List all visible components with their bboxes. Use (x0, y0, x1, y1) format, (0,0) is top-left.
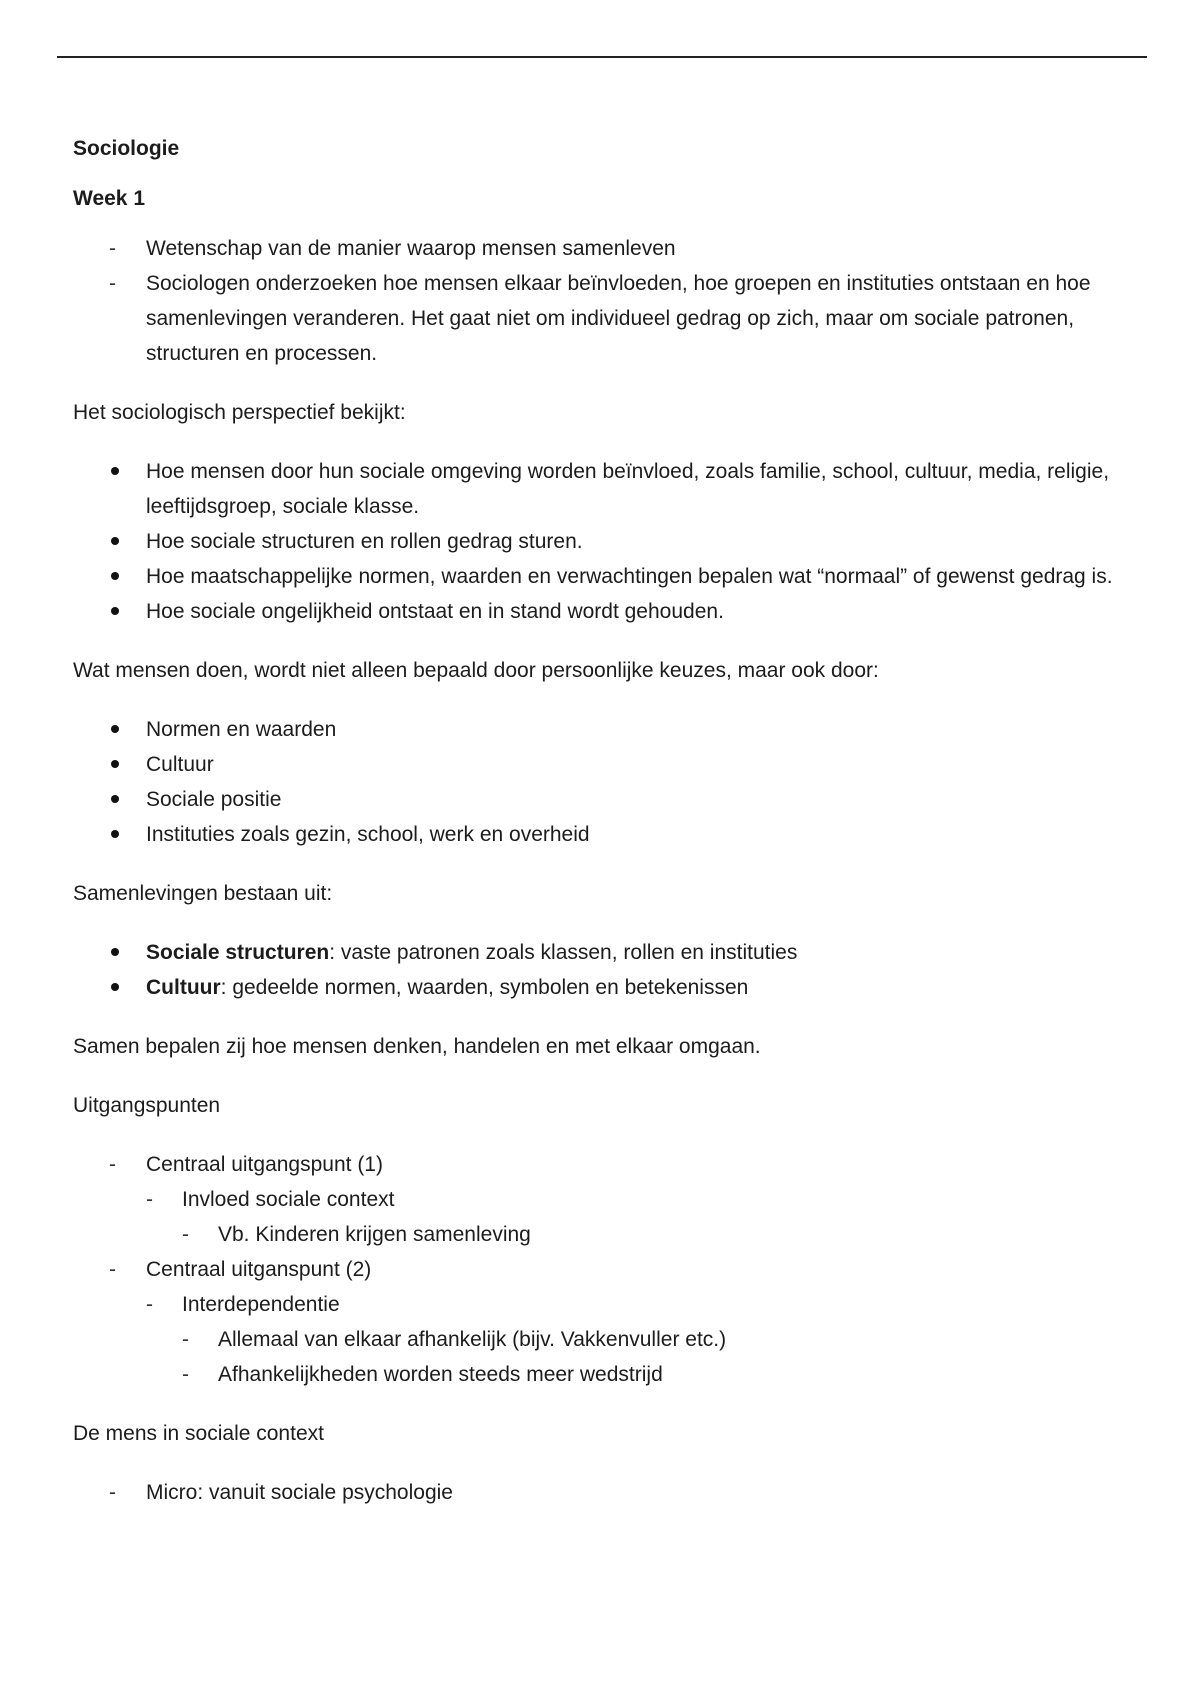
sub-list (146, 1287, 1143, 1392)
societies-list (73, 935, 1143, 1005)
perspective-heading: Het sociologisch perspectief bekijkt: (73, 401, 406, 424)
point-label: Invloed sociale context (182, 1188, 395, 1211)
point-label: Centraal uitganspunt (2) (146, 1258, 372, 1281)
intro-list (73, 231, 1143, 371)
term-label: Sociale structuren (146, 941, 330, 964)
societies-heading: Samenlevingen bestaan uit: (73, 882, 333, 905)
list-item: Normen en waarden (73, 712, 1143, 747)
starting-points-list (73, 1147, 1143, 1392)
perspective-list (73, 454, 1143, 629)
list-item (73, 970, 1143, 1005)
sub-list (146, 1182, 1143, 1252)
term-definition: : vaste patronen zoals klassen, rollen en instituties (329, 941, 798, 964)
week-heading: Week 1 (73, 187, 145, 210)
list-item (73, 935, 1143, 970)
top-rule (57, 56, 1147, 58)
list-item: Instituties zoals gezin, school, werk en overheid (73, 817, 1143, 852)
list-item: - Sociologen onderzoeken hoe mensen elkaar beïnvloeden, hoe groepen en instituties ontstaan en hoe samenlevingen veranderen. Het gaat niet om individueel gedrag op zich, maar om sociale patronen, structuren en processen. (73, 266, 1143, 371)
point-label: Centraal uitgangspunt (1) (146, 1153, 383, 1176)
sub-sub-list-item: - Vb. Kinderen krijgen samenleving (182, 1217, 1143, 1252)
list-item: Hoe mensen door hun sociale omgeving worden beïnvloed, zoals familie, school, cultuur, media, religie, leeftijdsgroep, sociale klasse. (73, 454, 1143, 524)
sub-sub-list (182, 1322, 1143, 1392)
together-text: Samen bepalen zij hoe mensen denken, handelen en met elkaar omgaan. (73, 1035, 761, 1058)
term-definition: : gedeelde normen, waarden, symbolen en betekenissen (220, 976, 749, 999)
list-item: Hoe maatschappelijke normen, waarden en verwachtingen bepalen wat “normaal” of gewenst gedrag is. (73, 559, 1143, 594)
context-heading: De mens in sociale context (73, 1422, 324, 1445)
sub-sub-list (182, 1217, 1143, 1252)
sub-list-item (146, 1182, 1143, 1252)
list-item: Hoe sociale ongelijkheid ontstaat en in stand wordt gehouden. (73, 594, 1143, 629)
sub-list-item (146, 1287, 1143, 1392)
sub-sub-list-item: - Afhankelijkheden worden steeds meer wedstrijd (182, 1357, 1143, 1392)
behavior-heading: Wat mensen doen, wordt niet alleen bepaald door persoonlijke keuzes, maar ook door: (73, 659, 879, 682)
point-label: Interdependentie (182, 1293, 340, 1316)
document-title: Sociologie (73, 137, 180, 160)
list-item: Sociale positie (73, 782, 1143, 817)
list-item: - Micro: vanuit sociale psychologie (73, 1475, 1143, 1510)
list-item: Hoe sociale structuren en rollen gedrag sturen. (73, 524, 1143, 559)
term-label: Cultuur (146, 976, 221, 999)
list-item: Cultuur (73, 747, 1143, 782)
behavior-list (73, 712, 1143, 852)
context-list (73, 1475, 1143, 1510)
starting-points-heading: Uitgangspunten (73, 1094, 221, 1117)
sub-sub-list-item: - Allemaal van elkaar afhankelijk (bijv. Vakkenvuller etc.) (182, 1322, 1143, 1357)
list-item: - Wetenschap van de manier waarop mensen samenleven (73, 231, 1143, 266)
list-item (73, 1147, 1143, 1252)
list-item (73, 1252, 1143, 1392)
document-body (73, 131, 1143, 1510)
